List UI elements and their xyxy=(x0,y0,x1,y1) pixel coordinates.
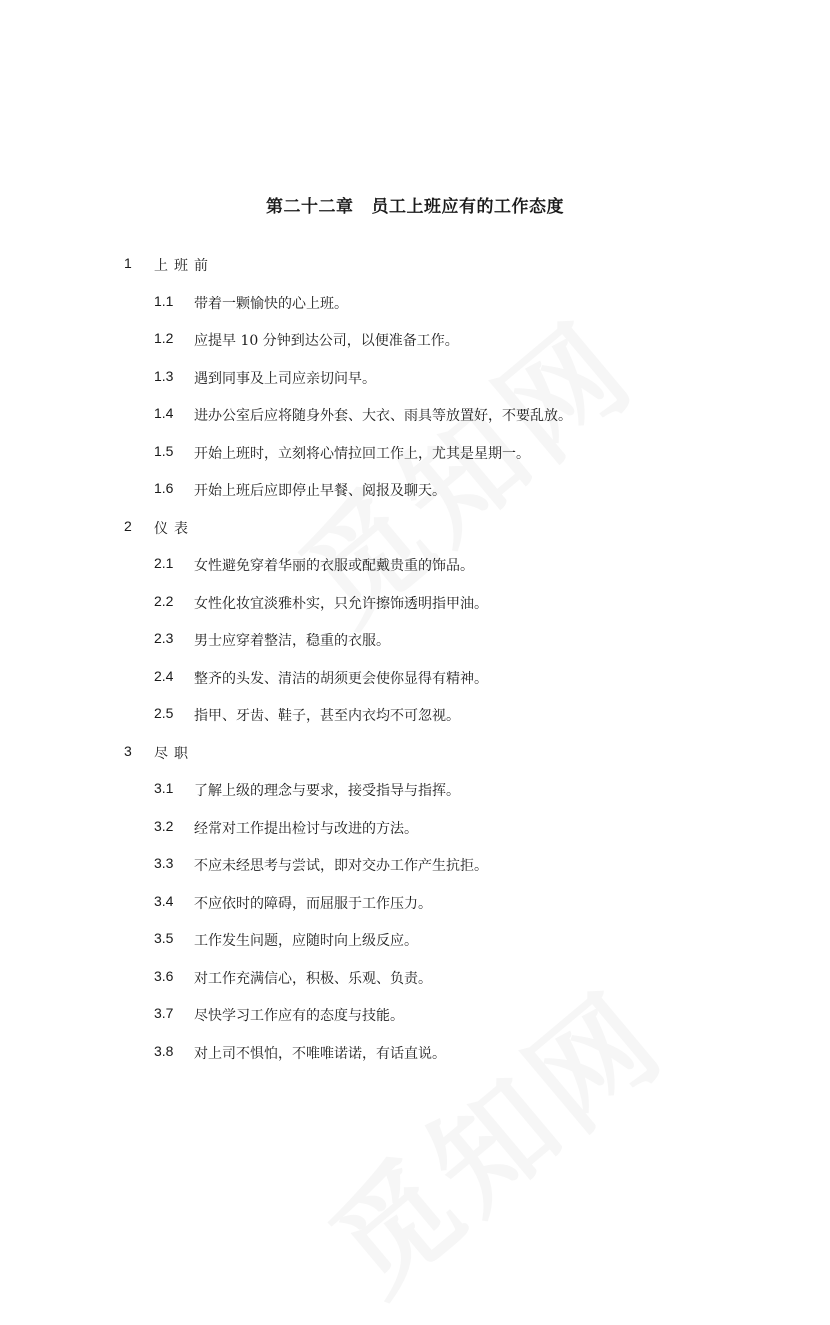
item-text: 女性避免穿着华丽的衣服或配戴贵重的饰品。 xyxy=(194,558,474,574)
list-item xyxy=(0,590,830,628)
list-item xyxy=(0,477,830,515)
item-text: 尽快学习工作应有的态度与技能。 xyxy=(194,1008,404,1024)
item-number: 1.5 xyxy=(154,442,174,459)
item-number: 1.3 xyxy=(154,367,174,384)
item-text: 应提早 10 分钟到达公司，以便准备工作。 xyxy=(194,333,459,349)
section-number: 2 xyxy=(124,517,132,534)
list-item xyxy=(0,1040,830,1078)
list-item xyxy=(0,890,830,928)
list-item xyxy=(0,702,830,740)
list-item xyxy=(0,627,830,665)
item-text: 不应未经思考与尝试，即对交办工作产生抗拒。 xyxy=(194,858,488,874)
chapter-heading: 员工上班应有的工作态度 xyxy=(371,197,564,217)
list-item xyxy=(0,327,830,365)
item-number: 3.3 xyxy=(154,855,174,871)
list-item xyxy=(0,815,830,853)
list-item xyxy=(0,852,830,890)
item-number: 2.4 xyxy=(154,667,174,684)
document-body xyxy=(0,252,830,1077)
item-text: 不应依时的障碍，而屈服于工作压力。 xyxy=(194,895,432,912)
item-number: 1.1 xyxy=(154,292,174,309)
item-number: 3.8 xyxy=(154,1042,174,1059)
item-number: 3.2 xyxy=(154,817,174,834)
section-heading xyxy=(0,740,830,778)
item-number: 1.6 xyxy=(154,480,174,496)
item-number: 3.4 xyxy=(154,892,174,909)
section-number: 3 xyxy=(124,742,132,759)
item-number: 3.6 xyxy=(154,967,174,984)
section-label: 上班前 xyxy=(154,258,214,274)
item-text: 整齐的头发、清洁的胡须更会使你显得有精神。 xyxy=(194,670,488,687)
item-text: 对工作充满信心，积极、乐观、负责。 xyxy=(194,970,432,987)
item-text: 开始上班后应即停止早餐、阅报及聊天。 xyxy=(194,483,446,499)
item-number: 2.3 xyxy=(154,630,174,646)
item-number: 1.4 xyxy=(154,405,174,421)
section-heading xyxy=(0,515,830,553)
item-text: 开始上班时，立刻将心情拉回工作上，尤其是星期一。 xyxy=(194,445,530,462)
item-number: 2.2 xyxy=(154,592,174,609)
chapter-title xyxy=(0,192,830,217)
list-item xyxy=(0,777,830,815)
item-text: 遇到同事及上司应亲切问早。 xyxy=(194,370,376,387)
section-heading xyxy=(0,252,830,290)
item-number: 3.5 xyxy=(154,930,174,946)
list-item xyxy=(0,1002,830,1040)
list-item xyxy=(0,440,830,478)
list-item xyxy=(0,402,830,440)
item-text: 女性化妆宜淡雅朴实，只允许擦饰透明指甲油。 xyxy=(194,595,488,612)
list-item xyxy=(0,927,830,965)
item-number: 3.1 xyxy=(154,780,174,796)
list-item xyxy=(0,552,830,590)
chapter-number: 第二十二章 xyxy=(266,197,354,217)
item-text: 进办公室后应将随身外套、大衣、雨具等放置好，不要乱放。 xyxy=(194,408,572,424)
item-text: 带着一颗愉快的心上班。 xyxy=(194,295,348,312)
item-text: 指甲、牙齿、鞋子，甚至内衣均不可忽视。 xyxy=(194,708,460,724)
item-number: 1.2 xyxy=(154,330,174,346)
item-number: 2.5 xyxy=(154,705,174,721)
item-text: 了解上级的理念与要求，接受指导与指挥。 xyxy=(194,783,460,799)
item-number: 3.7 xyxy=(154,1005,174,1021)
section-label: 尽职 xyxy=(154,745,194,762)
item-text: 男士应穿着整洁，稳重的衣服。 xyxy=(194,633,390,649)
section-number: 1 xyxy=(124,255,132,271)
item-text: 经常对工作提出检讨与改进的方法。 xyxy=(194,820,418,837)
item-text: 对上司不惧怕，不唯唯诺诺，有话直说。 xyxy=(194,1045,446,1062)
list-item xyxy=(0,665,830,703)
list-item xyxy=(0,290,830,328)
item-number: 2.1 xyxy=(154,555,174,571)
list-item xyxy=(0,965,830,1003)
section-label: 仪表 xyxy=(154,520,194,537)
list-item xyxy=(0,365,830,403)
item-text: 工作发生问题，应随时向上级反应。 xyxy=(194,933,418,949)
